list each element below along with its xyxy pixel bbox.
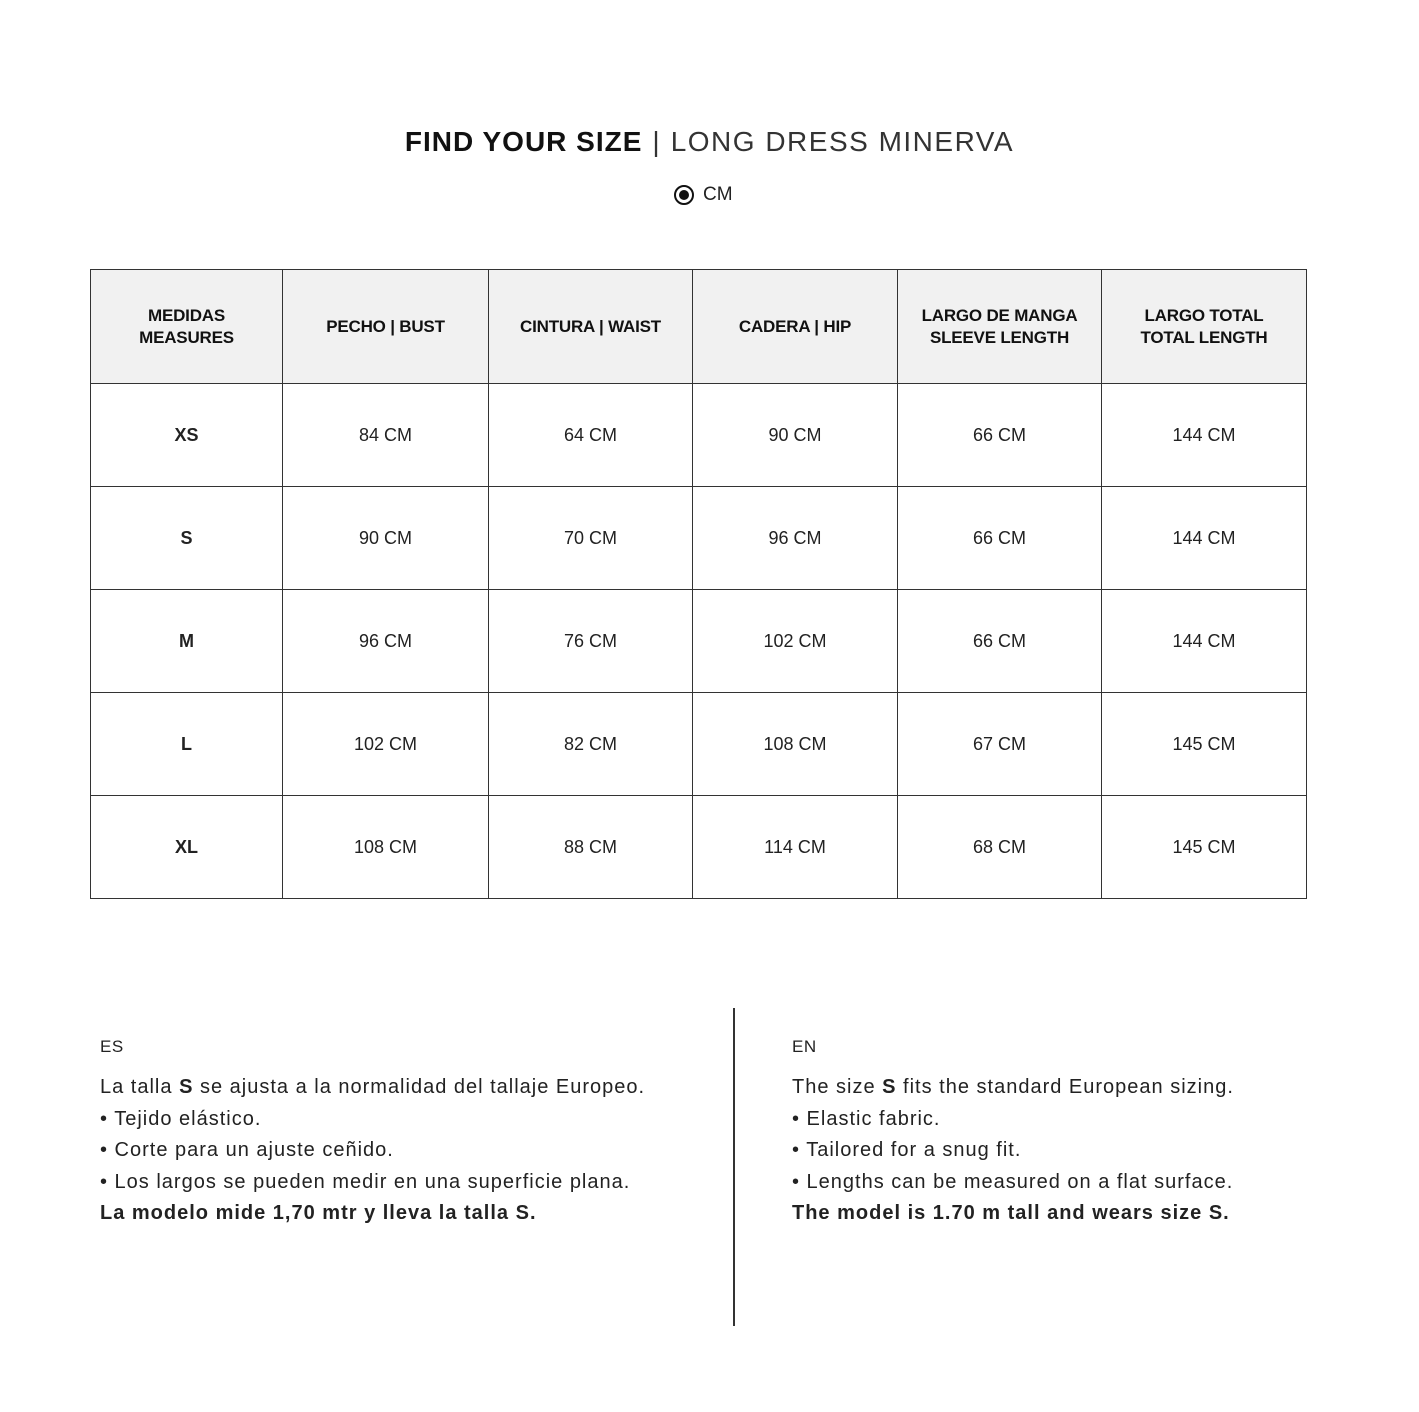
hip-cell: 108 CM	[693, 693, 898, 796]
total-length-cell: 144 CM	[1102, 487, 1307, 590]
hip-cell: 114 CM	[693, 796, 898, 899]
hip-cell: 102 CM	[693, 590, 898, 693]
bullet-item: • Corte para un ajuste ceñido.	[100, 1139, 394, 1161]
title-separator: |	[652, 126, 661, 157]
sleeve-cell: 66 CM	[898, 590, 1102, 693]
table-header-row	[91, 270, 1307, 384]
waist-cell: 76 CM	[489, 590, 693, 693]
size-cell: S	[91, 487, 283, 590]
bullet-item: • Tejido elástico.	[100, 1107, 262, 1130]
header-hip: CADERA | HIP	[693, 270, 898, 384]
model-info-es: La modelo mide 1,70 mtr y lleva la talla S.	[100, 1202, 537, 1224]
bust-cell: 96 CM	[283, 590, 489, 693]
total-length-cell: 145 CM	[1102, 693, 1307, 796]
size-cell: M	[91, 590, 283, 693]
size-cell: L	[91, 693, 283, 796]
bullet-item: • Tailored for a snug fit.	[792, 1139, 1022, 1161]
column-divider	[733, 1008, 735, 1326]
waist-cell: 88 CM	[489, 796, 693, 899]
table-row	[91, 384, 1307, 487]
bust-cell: 84 CM	[283, 384, 489, 487]
hip-cell: 96 CM	[693, 487, 898, 590]
size-table	[90, 269, 1307, 899]
title-main: FIND YOUR SIZE	[404, 126, 643, 157]
size-cell: XS	[91, 384, 283, 487]
unit-selector[interactable]	[674, 182, 733, 208]
sleeve-cell: 66 CM	[898, 487, 1102, 590]
total-length-cell: 144 CM	[1102, 590, 1307, 693]
header-total-length: LARGO TOTAL TOTAL LENGTH	[1102, 270, 1307, 384]
header-measures: MEDIDAS MEASURES	[91, 270, 283, 384]
waist-cell: 64 CM	[489, 384, 693, 487]
sleeve-cell: 67 CM	[898, 693, 1102, 796]
table-row	[91, 693, 1307, 796]
table-row	[91, 487, 1307, 590]
lang-label-en: EN	[792, 1037, 817, 1056]
size-cell: XL	[91, 796, 283, 899]
total-length-cell: 145 CM	[1102, 796, 1307, 899]
product-name: LONG DRESS MINERVA	[670, 126, 1015, 157]
header-waist: CINTURA | WAIST	[489, 270, 693, 384]
model-info-en: The model is 1.70 m tall and wears size S.	[792, 1202, 1230, 1224]
notes-english	[792, 1036, 1234, 1230]
header-sleeve-length: LARGO DE MANGA SLEEVE LENGTH	[898, 270, 1102, 384]
waist-cell: 70 CM	[489, 487, 693, 590]
table-row	[91, 590, 1307, 693]
bullet-item: • Lengths can be measured on a flat surface.	[792, 1170, 1234, 1193]
waist-cell: 82 CM	[489, 693, 693, 796]
bust-cell: 102 CM	[283, 693, 489, 796]
bust-cell: 90 CM	[283, 487, 489, 590]
bust-cell: 108 CM	[283, 796, 489, 899]
unit-label: CM	[703, 184, 733, 205]
page-title	[0, 122, 1419, 162]
fit-statement-en: The size S fits the standard European sizing.	[792, 1076, 1234, 1098]
notes-section	[0, 1008, 1419, 1326]
sleeve-cell: 68 CM	[898, 796, 1102, 899]
sleeve-cell: 66 CM	[898, 384, 1102, 487]
notes-spanish	[100, 1036, 645, 1230]
lang-label-es: ES	[100, 1037, 124, 1056]
table-row	[91, 796, 1307, 899]
total-length-cell: 144 CM	[1102, 384, 1307, 487]
bullet-item: • Elastic fabric.	[792, 1107, 941, 1130]
header-bust: PECHO | BUST	[283, 270, 489, 384]
radio-selected-icon[interactable]	[674, 185, 694, 205]
fit-statement-es: La talla S se ajusta a la normalidad del tallaje Europeo.	[100, 1076, 646, 1098]
bullet-item: • Los largos se pueden medir en una superficie plana.	[100, 1170, 631, 1193]
hip-cell: 90 CM	[693, 384, 898, 487]
